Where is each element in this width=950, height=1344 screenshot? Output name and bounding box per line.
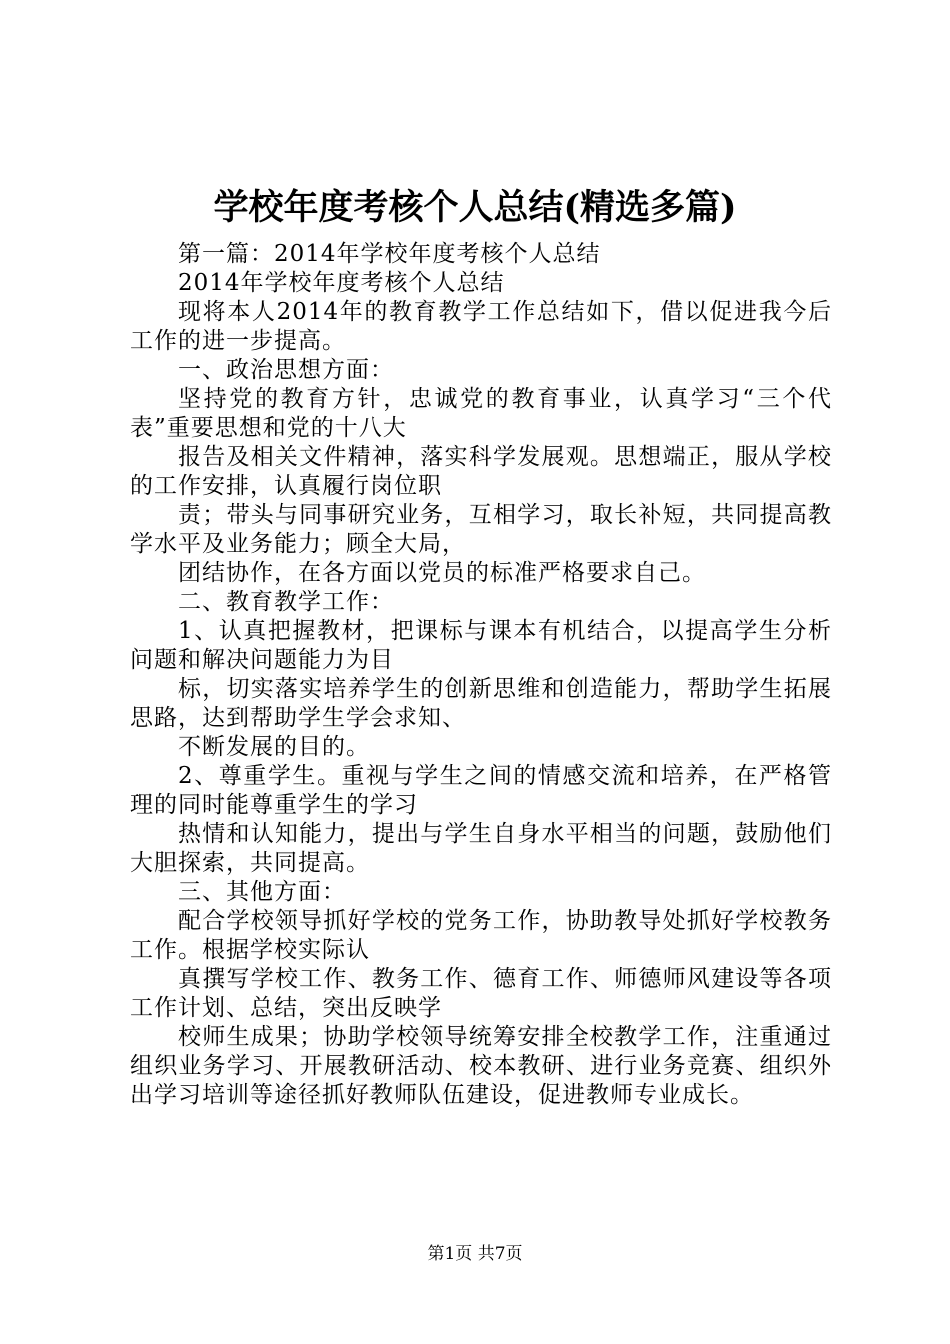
paragraph: 团结协作，在各方面以党员的标准严格要求自己。 (178, 560, 706, 586)
paragraph: 真撰写学校工作、教务工作、德育工作、师德师风建设等各项工作计划、总结，突出反映学 (130, 966, 832, 1021)
paragraph: 坚持党的教育方针，忠诚党的教育事业，认真学习“三个代表”重要思想和党的十八大 (130, 386, 832, 441)
paragraph: 2、尊重学生。重视与学生之间的情感交流和培养，在严格管理的同时能尊重学生的学习 (130, 763, 832, 818)
paragraph: 现将本人2014年的教育教学工作总结如下，借以促进我今后工作的进一步提高。 (130, 299, 832, 354)
paragraph: 一、政治思想方面： (178, 357, 394, 383)
paragraph: 配合学校领导抓好学校的党务工作，协助教导处抓好学校教务工作。根据学校实际认 (130, 908, 832, 963)
document-title: 学校年度考核个人总结(精选多篇) (213, 187, 737, 228)
paragraph: 热情和认知能力，提出与学生自身水平相当的问题，鼓励他们大胆探索，共同提高。 (130, 821, 832, 876)
document-body (130, 240, 832, 1110)
paragraph: 标，切实落实培养学生的创新思维和创造能力，帮助学生拓展思路，达到帮助学生学会求知、 (130, 676, 832, 731)
paragraph: 1、认真把握教材，把课标与课本有机结合，以提高学生分析问题和解决问题能力为目 (130, 618, 832, 673)
paragraph: 责；带头与同事研究业务，互相学习，取长补短，共同提高教学水平及业务能力；顾全大局， (130, 502, 832, 557)
paragraph: 校师生成果；协助学校领导统筹安排全校教学工作，注重通过组织业务学习、开展教研活动、校本教研、进行业务竞赛、组织外出学习培训等途径抓好教师队伍建设，促进教师专业成长。 (130, 1024, 832, 1108)
paragraph: 不断发展的目的。 (178, 734, 370, 760)
paragraph: 三、其他方面： (178, 879, 346, 905)
paragraph: 第一篇：2014年学校年度考核个人总结 (178, 241, 601, 267)
paragraph: 报告及相关文件精神，落实科学发展观。思想端正，服从学校的工作安排，认真履行岗位职 (130, 444, 832, 499)
paragraph: 2014年学校年度考核个人总结 (178, 270, 505, 296)
page-number-footer: 第1页 共7页 (427, 1244, 523, 1264)
paragraph: 二、教育教学工作： (178, 589, 394, 615)
